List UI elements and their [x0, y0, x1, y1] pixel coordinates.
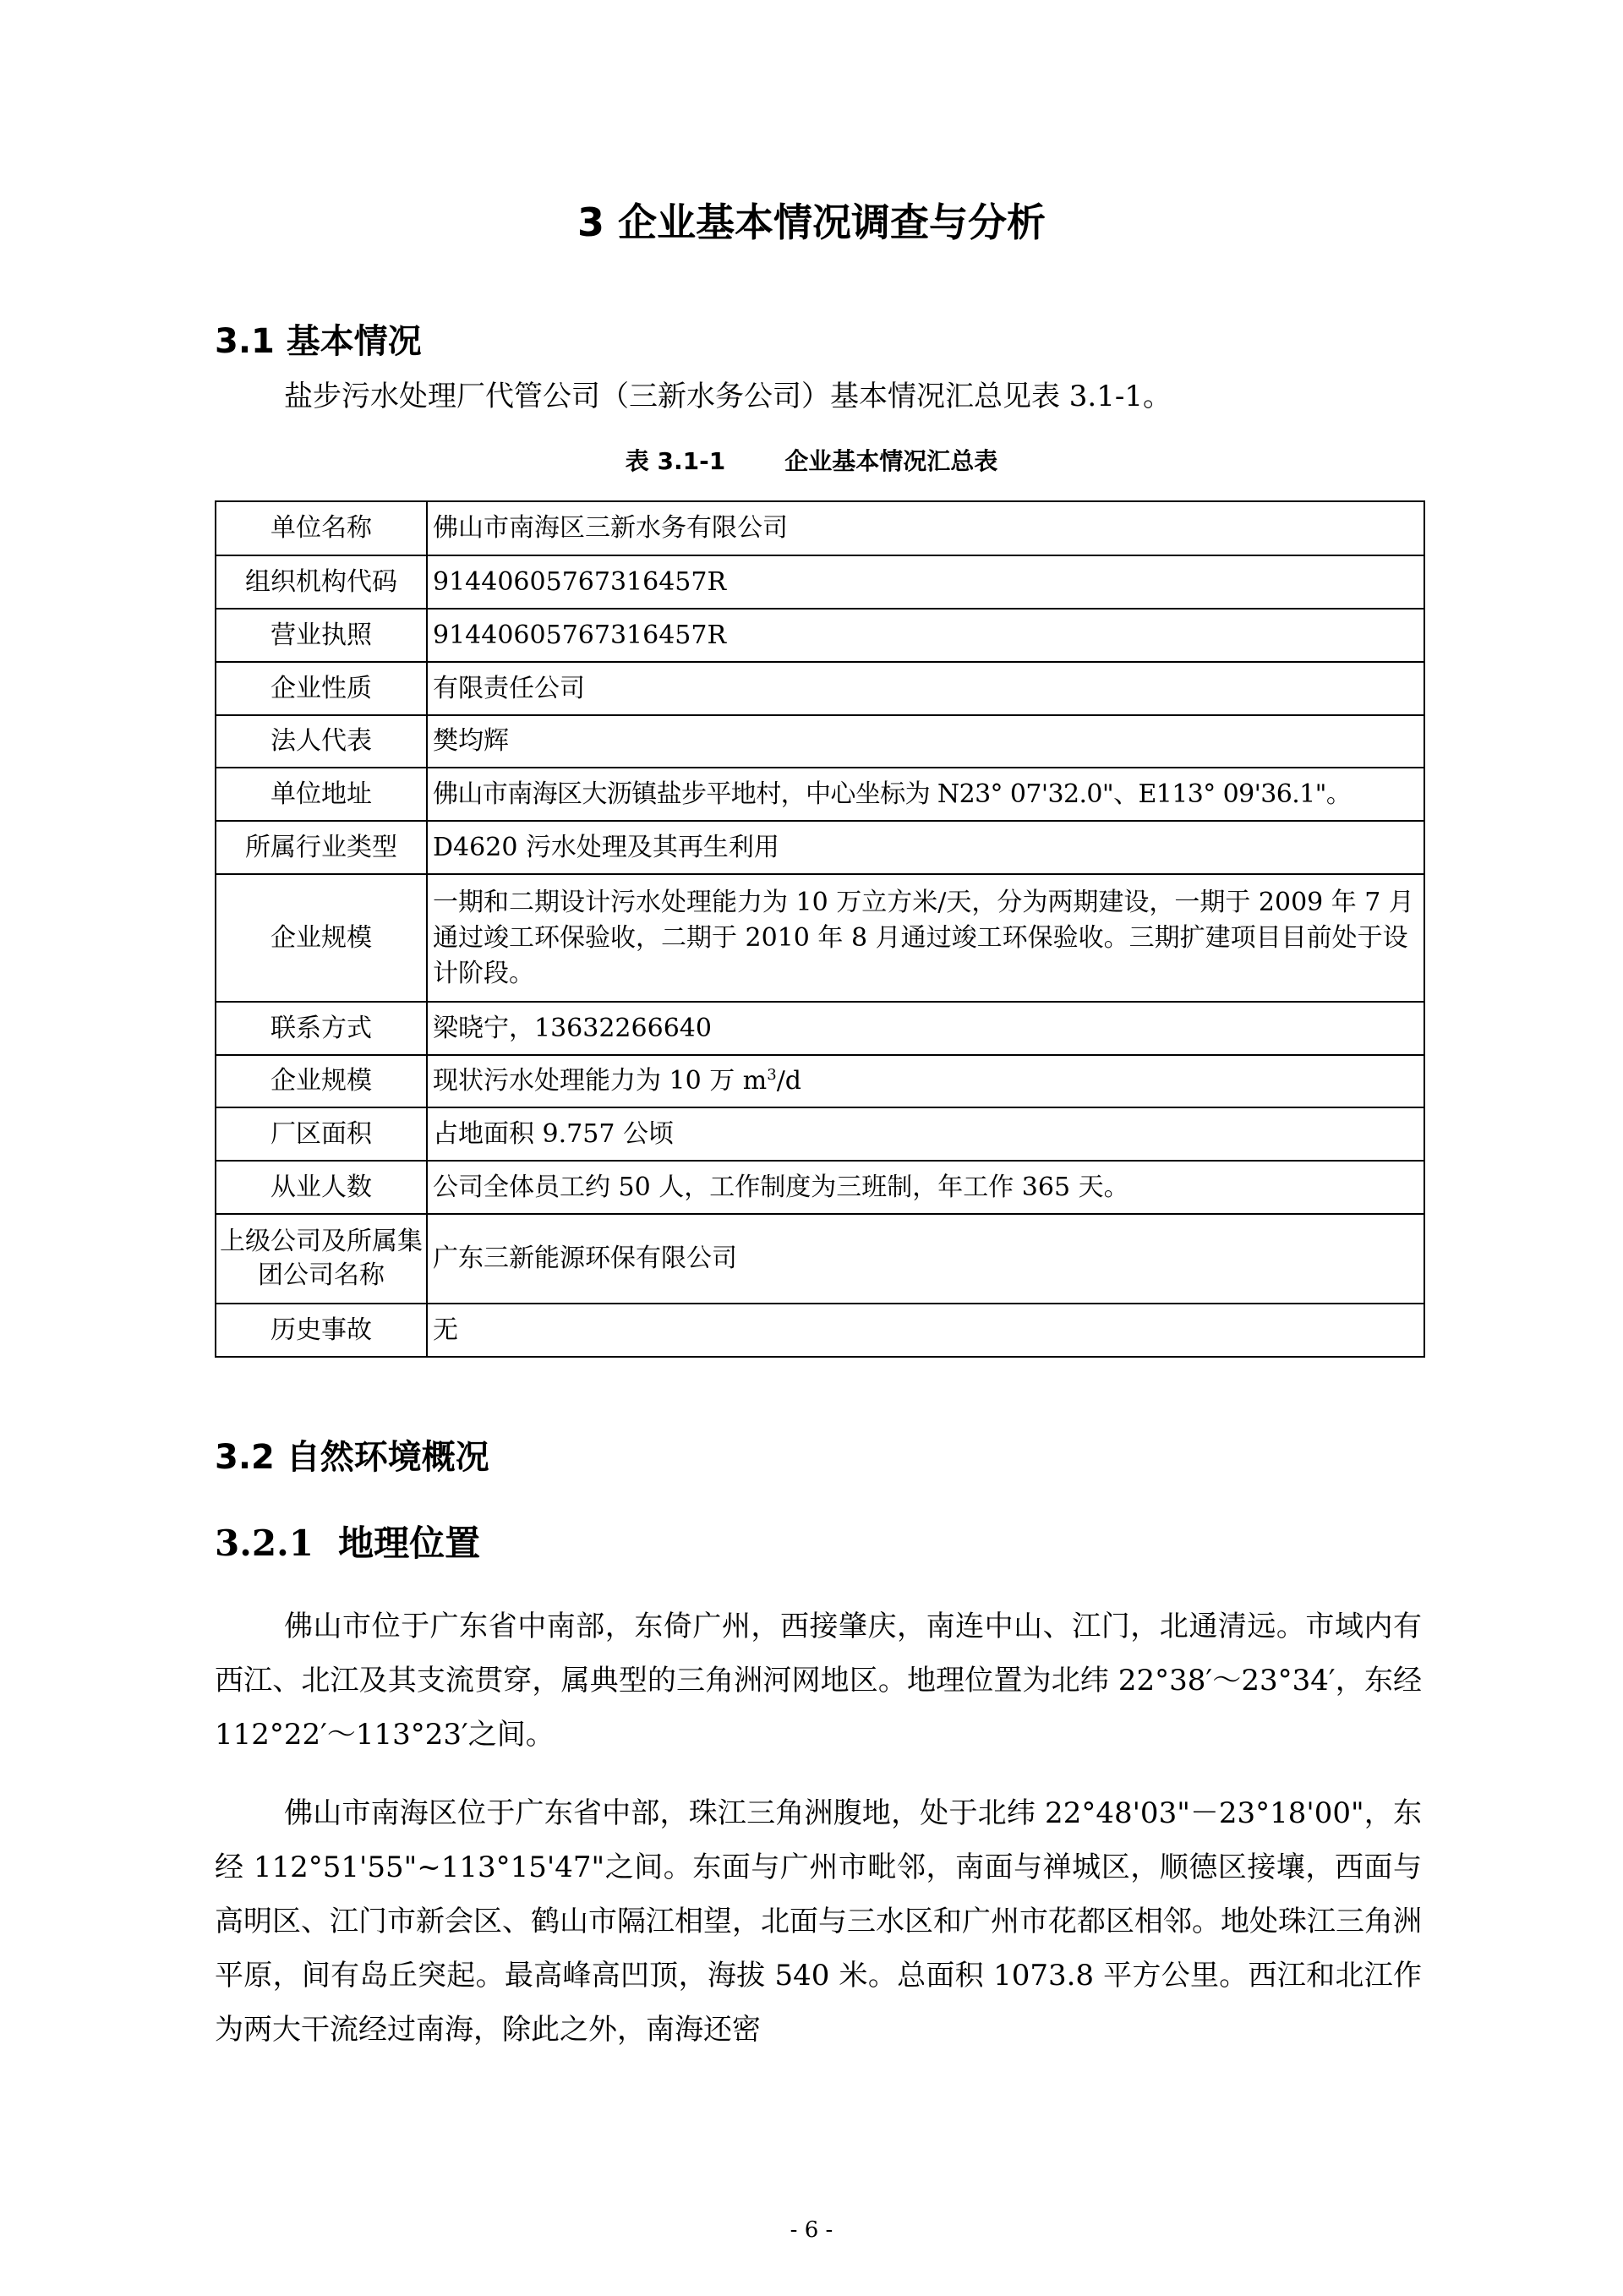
row-value: 佛山市南海区大沥镇盐步平地村，中心坐标为 N23° 07'32.0"、E113° 09'36.1"。 — [427, 768, 1424, 821]
table-row — [216, 1161, 1424, 1214]
row-value: 无 — [427, 1304, 1424, 1357]
row-value: D4620 污水处理及其再生利用 — [427, 821, 1424, 874]
row-label: 厂区面积 — [216, 1107, 427, 1161]
paragraph: 佛山市南海区位于广东省中部，珠江三角洲腹地，处于北纬 22°48'03"－23°18'00"，东经 112°51'55"~113°15'47"之间。东面与广州市毗邻，南面与禅城区，顺德区接壤，西面与高明区、江门市新会区、鹤山市隔江相望，北面与三水区和广州市花都区相邻。地处珠江三角洲平原，间有岛丘突起。最高峰高凹顶，海拔 540 米。总面积 1073.8 平方公里。西江和北江作为两大干流经过南海，除此之外，南海还密 — [215, 1796, 1422, 2047]
row-value — [427, 1055, 1424, 1107]
table-row — [216, 874, 1424, 1002]
table-caption — [0, 442, 1623, 481]
enterprise-info-table — [215, 500, 1425, 1358]
row-label: 所属行业类型 — [216, 821, 427, 874]
row-label: 营业执照 — [216, 609, 427, 662]
heading-title: 地理位置 — [338, 1522, 481, 1564]
row-value: 梁晓宁，13632266640 — [427, 1002, 1424, 1055]
row-label: 法人代表 — [216, 715, 427, 768]
section-heading-3-2: 3.2 自然环境概况 — [215, 1438, 489, 1477]
chapter-title: 3 企业基本情况调查与分析 — [577, 200, 1046, 245]
capacity-superscript: 3 — [767, 1066, 777, 1084]
table-row — [216, 609, 1424, 662]
section-heading-3-2-1 — [215, 1518, 480, 1569]
row-value: 樊均辉 — [427, 715, 1424, 768]
paragraph: 佛山市位于广东省中南部，东倚广州，西接肇庆，南连中山、江门，北通清远。市域内有西江、北江及其支流贯穿，属典型的三角洲河网地区。地理位置为北纬 22°38′～23°34′，东经 112°22′～113°23′之间。 — [215, 1610, 1422, 1752]
table-row — [216, 1002, 1424, 1055]
row-value: 91440605767316457R — [427, 555, 1424, 609]
row-label: 联系方式 — [216, 1002, 427, 1055]
row-label: 单位名称 — [216, 501, 427, 555]
row-value: 占地面积 9.757 公顷 — [427, 1107, 1424, 1161]
page-number: - 6 - — [790, 2217, 833, 2243]
table-caption-number: 表 3.1-1 — [625, 447, 726, 475]
table-row — [216, 821, 1424, 874]
table-row — [216, 1304, 1424, 1357]
table-row — [216, 662, 1424, 715]
row-label: 单位地址 — [216, 768, 427, 821]
heading-number: 3.2.1 — [215, 1522, 314, 1564]
table-caption-title: 企业基本情况汇总表 — [784, 447, 998, 475]
table-row — [216, 501, 1424, 555]
section-intro: 盐步污水处理厂代管公司（三新水务公司）基本情况汇总见表 3.1-1。 — [284, 380, 1172, 413]
table-row — [216, 715, 1424, 768]
row-value: 佛山市南海区三新水务有限公司 — [427, 501, 1424, 555]
row-label: 从业人数 — [216, 1161, 427, 1214]
row-label: 组织机构代码 — [216, 555, 427, 609]
row-label: 历史事故 — [216, 1304, 427, 1357]
capacity-text: 现状污水处理能力为 10 万 m — [433, 1066, 768, 1096]
section-heading-3-1: 3.1 基本情况 — [215, 322, 422, 361]
capacity-unit: /d — [776, 1066, 801, 1096]
row-label: 企业性质 — [216, 662, 427, 715]
row-value: 91440605767316457R — [427, 609, 1424, 662]
table-row — [216, 1107, 1424, 1161]
table-row — [216, 555, 1424, 609]
row-value: 公司全体员工约 50 人，工作制度为三班制，年工作 365 天。 — [427, 1161, 1424, 1214]
row-label: 企业规模 — [216, 874, 427, 1002]
table-row — [216, 1214, 1424, 1304]
table-row — [216, 768, 1424, 821]
row-value: 有限责任公司 — [427, 662, 1424, 715]
row-label: 上级公司及所属集团公司名称 — [216, 1214, 427, 1304]
row-value: 广东三新能源环保有限公司 — [427, 1214, 1424, 1304]
row-label: 企业规模 — [216, 1055, 427, 1107]
table-row — [216, 1055, 1424, 1107]
row-value: 一期和二期设计污水处理能力为 10 万立方米/天，分为两期建设，一期于 2009 年 7 月通过竣工环保验收，二期于 2010 年 8 月通过竣工环保验收。三期扩建项目目前处于设计阶段。 — [427, 874, 1424, 1002]
